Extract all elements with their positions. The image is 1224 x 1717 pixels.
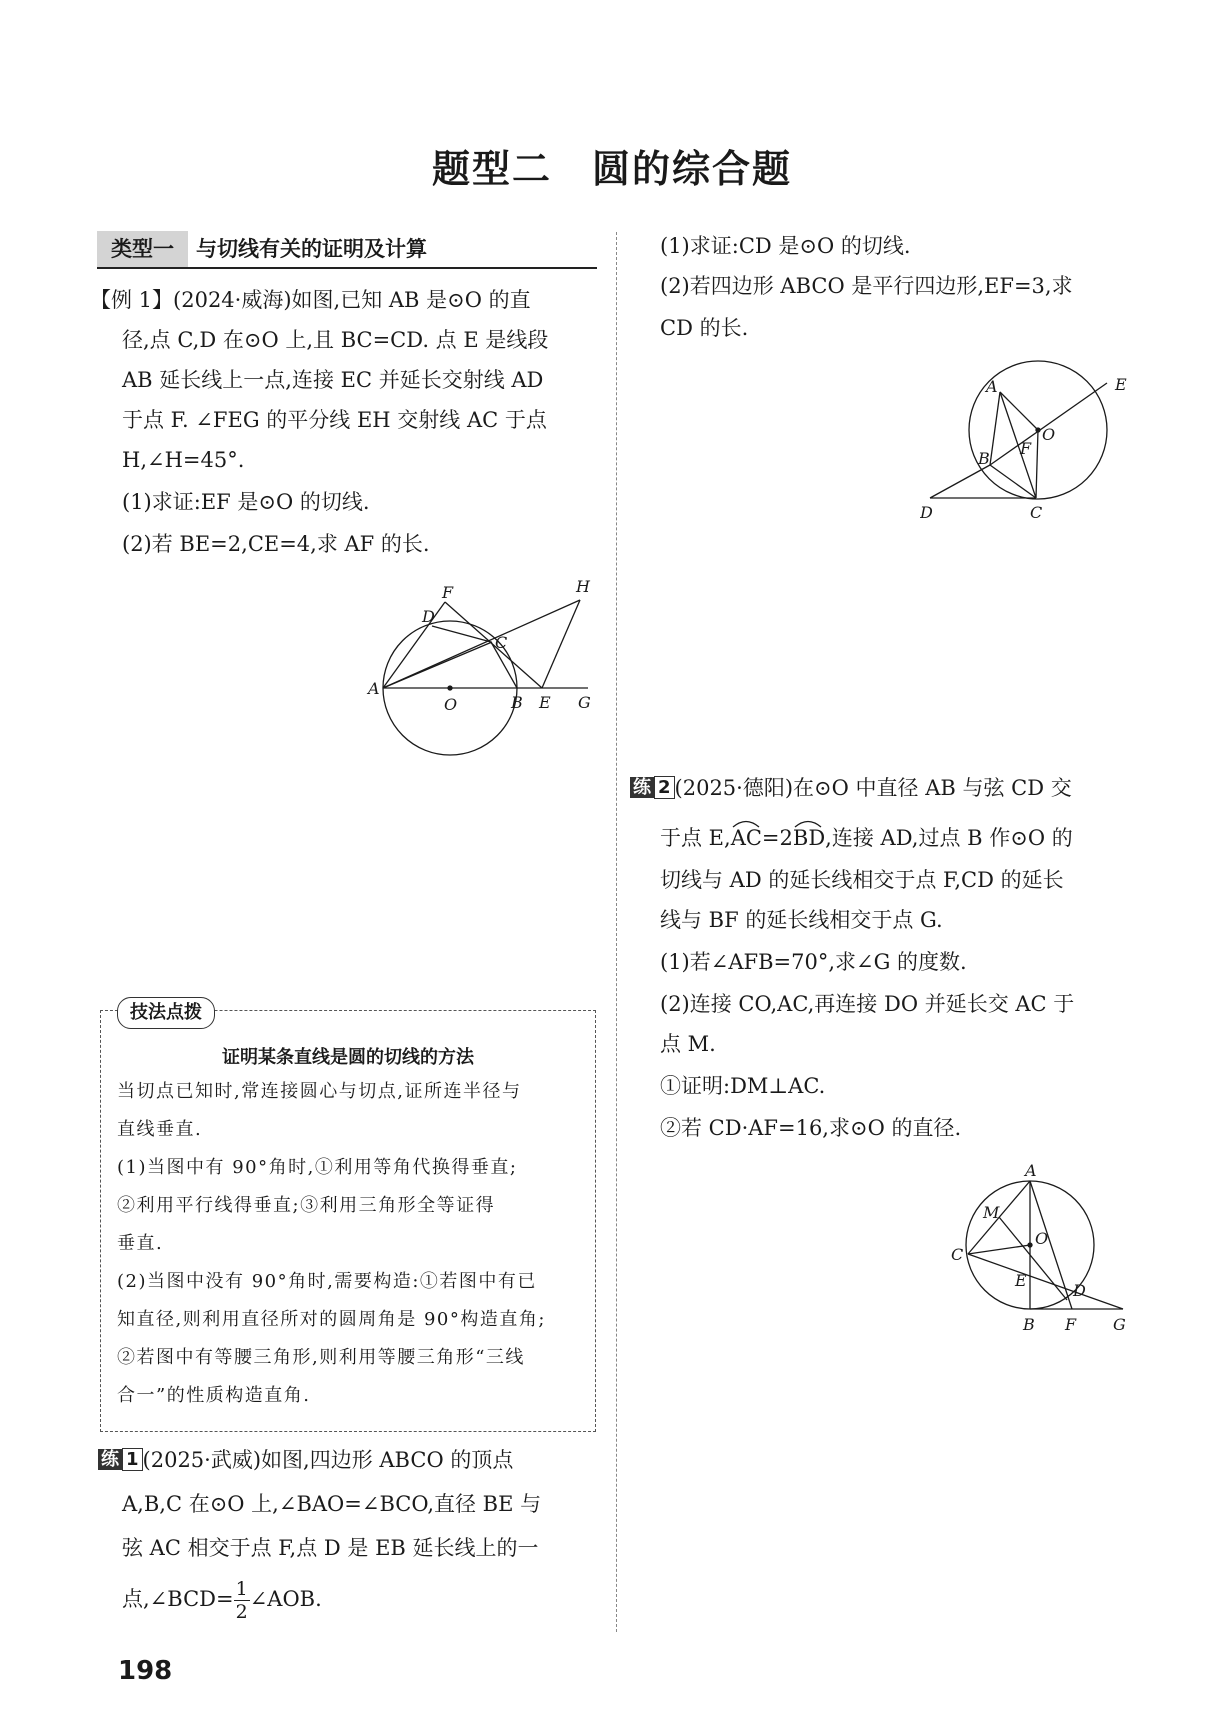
tip-title: 证明某条直线是圆的切线的方法 bbox=[222, 1047, 474, 1068]
practice2-diagram bbox=[945, 1160, 1145, 1335]
arc-ac-text: AC bbox=[730, 826, 762, 850]
ex1-line-eh bbox=[542, 600, 580, 688]
p2-label-f: F bbox=[1065, 1315, 1077, 1334]
page-number: 198 bbox=[118, 1656, 173, 1686]
arc-bd-mark bbox=[793, 818, 823, 828]
p2-label-c: C bbox=[951, 1245, 964, 1264]
p1-line-co bbox=[1036, 430, 1038, 498]
p1-center-dot bbox=[1036, 428, 1040, 432]
example1-line-4: H,∠H=45°. bbox=[122, 448, 245, 472]
p1-label-o: O bbox=[1042, 425, 1056, 444]
p2-line-cg bbox=[968, 1254, 1123, 1309]
practice1-text-0: (2025·武威)如图,四边形 ABCO 的顶点 bbox=[142, 1448, 514, 1472]
practice2-badge-a: 练 bbox=[630, 777, 654, 798]
fraction-numerator: 1 bbox=[235, 1578, 248, 1600]
ex1-label-e: E bbox=[539, 693, 551, 712]
tip-line-7: ②若图中有等腰三角形,则利用等腰三角形“三线 bbox=[117, 1347, 525, 1368]
practice1-badge-b: 1 bbox=[122, 1448, 143, 1471]
tip-label: 技法点拨 bbox=[117, 997, 215, 1029]
p2-center-dot bbox=[1028, 1243, 1032, 1247]
p2-line-md bbox=[999, 1217, 1067, 1300]
ex1-label-o: O bbox=[444, 695, 458, 714]
practice2-line-3: 线与 BF 的延长线相交于点 G. bbox=[660, 908, 943, 932]
p1-label-d: D bbox=[920, 503, 933, 522]
arc-ac-mark bbox=[731, 818, 761, 828]
practice2-badge bbox=[630, 777, 675, 799]
ex1-line-ah bbox=[383, 600, 580, 688]
practice2-second-pre: 于点 E, bbox=[660, 826, 731, 850]
tip-line-0: 当切点已知时,常连接圆心与切点,证所连半径与 bbox=[117, 1081, 522, 1102]
p2-label-a: A bbox=[1025, 1161, 1037, 1180]
practice2-line-8: ②若 CD·AF=16,求⊙O 的直径. bbox=[660, 1116, 962, 1140]
practice2-line-7: ①证明:DM⊥AC. bbox=[660, 1074, 826, 1098]
p2-label-o: O bbox=[1035, 1229, 1049, 1248]
arc-ac bbox=[731, 824, 762, 852]
practice2-line-2: 切线与 AD 的延长线相交于点 F,CD 的延长 bbox=[660, 868, 1064, 892]
example1-line-1: 径,点 C,D 在⊙O 上,且 BC=CD. 点 E 是线段 bbox=[122, 328, 549, 352]
section-tag: 类型一 bbox=[97, 231, 188, 267]
example1-line-5: (1)求证:EF 是⊙O 的切线. bbox=[122, 490, 370, 514]
practice1-diagram bbox=[920, 350, 1150, 525]
practice2-badge-b: 2 bbox=[654, 776, 675, 799]
practice1-line-2: 弦 AC 相交于点 F,点 D 是 EB 延长线上的一 bbox=[122, 1536, 539, 1560]
tip-line-3: ②利用平行线得垂直;③利用三角形全等证得 bbox=[117, 1195, 496, 1216]
example1-line-3: 于点 F. ∠FEG 的平分线 EH 交射线 AC 于点 bbox=[122, 408, 547, 432]
ex1-label-c: C bbox=[495, 633, 508, 652]
ex1-label-b: B bbox=[511, 693, 523, 712]
ex1-label-d: D bbox=[422, 607, 435, 626]
practice1-last-pre: 点,∠BCD= bbox=[122, 1587, 234, 1611]
p1-line-ao bbox=[1000, 392, 1038, 430]
tip-line-1: 直线垂直. bbox=[117, 1119, 203, 1140]
p1-label-b: B bbox=[978, 449, 990, 468]
p1-label-a: A bbox=[986, 377, 998, 396]
ex1-line-fe bbox=[445, 602, 542, 688]
ex1-line-dc bbox=[432, 626, 491, 642]
tip-line-4: 垂直. bbox=[117, 1233, 164, 1254]
p2-label-b: B bbox=[1023, 1315, 1035, 1334]
p1-label-f: F bbox=[1020, 439, 1032, 458]
tip-line-6: 知直径,则利用直径所对的圆周角是 90°构造直角; bbox=[117, 1309, 546, 1330]
practice1-q-2: CD 的长. bbox=[660, 316, 749, 340]
practice2-second-mid: =2 bbox=[761, 826, 793, 850]
p2-label-m: M bbox=[983, 1203, 1000, 1222]
p2-label-e: E bbox=[1015, 1271, 1027, 1290]
arc-bd-text: BD bbox=[792, 826, 826, 850]
practice2-line-1 bbox=[660, 824, 1073, 852]
practice1-q-0: (1)求证:CD 是⊙O 的切线. bbox=[660, 234, 911, 258]
tip-line-8: 合一”的性质构造直角. bbox=[117, 1385, 311, 1406]
ex1-center-dot bbox=[448, 686, 452, 690]
p1-label-c: C bbox=[1030, 503, 1043, 522]
example1-line-0: 【例 1】(2024·威海)如图,已知 AB 是⊙O 的直 bbox=[90, 288, 531, 312]
ex1-label-f: F bbox=[442, 583, 454, 602]
fraction-denominator: 2 bbox=[235, 1601, 248, 1623]
column-divider bbox=[616, 232, 617, 1632]
ex1-label-g: G bbox=[578, 693, 591, 712]
practice1-q-1: (2)若四边形 ABCO 是平行四边形,EF=3,求 bbox=[660, 274, 1073, 298]
p1-line-be bbox=[990, 383, 1107, 465]
ex1-label-h: H bbox=[576, 577, 590, 596]
practice2-line-0 bbox=[630, 774, 1072, 802]
arc-bd bbox=[793, 824, 825, 852]
p1-line-ba bbox=[990, 392, 1000, 465]
p1-line-db bbox=[930, 465, 990, 498]
practice1-badge bbox=[98, 1449, 143, 1471]
practice1-badge-a: 练 bbox=[98, 1449, 122, 1470]
ex1-label-a: A bbox=[368, 679, 380, 698]
tip-line-5: (2)当图中没有 90°角时,需要构造:①若图中有已 bbox=[117, 1271, 537, 1292]
example1-line-6: (2)若 BE=2,CE=4,求 AF 的长. bbox=[122, 532, 430, 556]
practice1-line-3 bbox=[122, 1578, 322, 1623]
practice2-text-0: (2025·德阳)在⊙O 中直径 AB 与弦 CD 交 bbox=[674, 776, 1072, 800]
example1-diagram bbox=[360, 570, 610, 760]
practice2-line-6: 点 M. bbox=[660, 1032, 716, 1056]
fraction-half bbox=[234, 1578, 250, 1623]
p2-label-g: G bbox=[1113, 1315, 1126, 1334]
practice2-line-4: (1)若∠AFB=70°,求∠G 的度数. bbox=[660, 950, 967, 974]
practice1-line-1: A,B,C 在⊙O 上,∠BAO=∠BCO,直径 BE 与 bbox=[122, 1492, 542, 1516]
section-text: 与切线有关的证明及计算 bbox=[196, 237, 427, 261]
p2-label-d: D bbox=[1073, 1281, 1086, 1300]
practice1-line-0 bbox=[98, 1446, 513, 1474]
p1-line-bc bbox=[990, 465, 1036, 498]
title-part-2: 圆的综合题 bbox=[592, 147, 793, 191]
title-part-1: 题型二 bbox=[431, 147, 552, 191]
tip-line-2: (1)当图中有 90°角时,①利用等角代换得垂直; bbox=[117, 1157, 518, 1178]
p1-label-e: E bbox=[1115, 375, 1127, 394]
practice2-second-post: ,连接 AD,过点 B 作⊙O 的 bbox=[825, 826, 1073, 850]
section-header bbox=[97, 231, 597, 269]
practice1-last-post: ∠AOB. bbox=[249, 1587, 322, 1611]
p2-line-co bbox=[968, 1245, 1030, 1254]
page-title bbox=[0, 138, 1224, 193]
practice2-line-5: (2)连接 CO,AC,再连接 DO 并延长交 AC 于 bbox=[660, 992, 1075, 1016]
example1-line-2: AB 延长线上一点,连接 EC 并延长交射线 AD bbox=[122, 368, 544, 392]
